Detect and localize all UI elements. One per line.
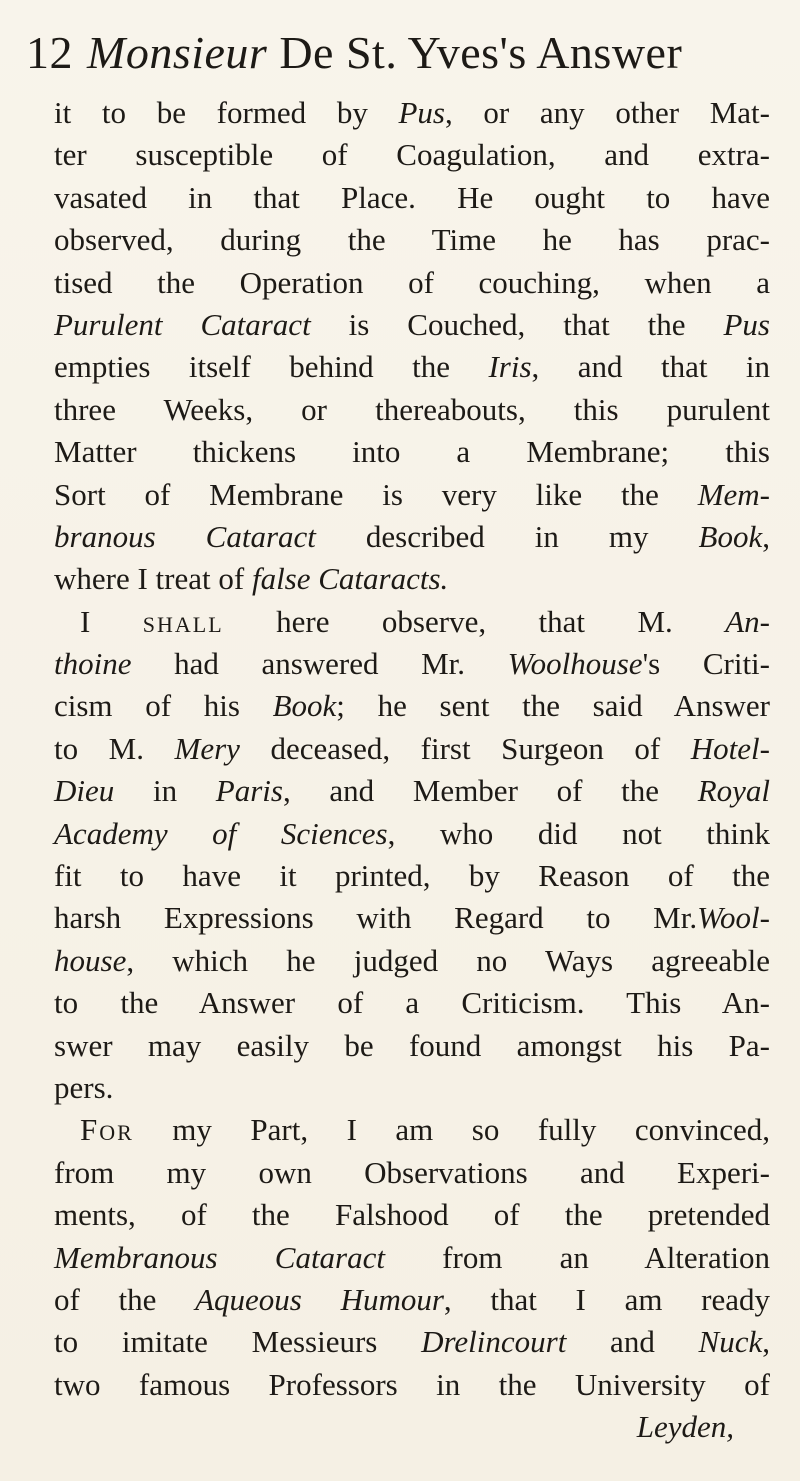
text-segment: Matter thickens into a Membrane; this [54,434,770,470]
text-segment: to M. [54,730,175,766]
italic-segment: house [54,942,127,978]
text-line [54,1067,770,1109]
text-line [54,728,770,770]
text-segment: in [114,773,216,809]
page-number: 12 [26,27,73,78]
text-line [54,940,770,982]
text-segment: had answered Mr. [131,646,508,682]
text-line [54,770,770,812]
text-segment: For [80,1112,134,1148]
text-line [54,1152,770,1194]
text-segment: I [80,603,143,639]
text-line [54,262,770,304]
italic-segment: false Cataracts. [251,561,449,597]
text-segment: , that I am ready [443,1281,770,1317]
text-segment: to the Answer of a Criticism. This An- [54,985,770,1021]
italic-segment: Purulent Cataract [54,306,311,342]
text-segment: to imitate Messieurs [54,1324,422,1360]
text-segment: two famous Professors in the University of [54,1366,770,1402]
text-segment: from an Alteration [385,1239,770,1275]
catchword [54,1406,770,1448]
text-line [54,346,770,388]
text-segment: tised the Operation of couching, when a [54,264,770,300]
text-segment: , [762,518,770,554]
text-line [54,92,770,134]
text-line [54,219,770,261]
text-line [54,1321,770,1363]
text-segment: 's Criti- [642,646,770,682]
text-line [54,1025,770,1067]
italic-segment: Book [698,518,763,554]
text-segment: ; he sent the said Answer [336,688,770,724]
text-segment: , which he judged no Ways agreeable [126,942,770,978]
italic-segment: Academy of Sciences [54,815,388,851]
text-segment: is Couched, that the [310,306,724,342]
italic-segment: branous Cataract [54,518,316,554]
running-head [26,27,766,78]
text-segment: fit to have it printed, by Reason of the [54,858,770,894]
text-line [54,558,770,600]
text-line [54,855,770,897]
text-line [54,474,770,516]
text-line [54,1194,770,1236]
text-segment: , [762,1324,770,1360]
italic-segment: Drelincourt [421,1324,567,1360]
italic-segment: Royal [697,773,770,809]
catchword-text: Leyden, [636,1409,734,1445]
italic-segment: Mem- [697,476,770,512]
text-segment: described in my [315,518,699,554]
italic-segment: An- [725,603,770,639]
text-line [54,1109,770,1151]
text-line [54,1279,770,1321]
text-line [54,389,770,431]
text-segment: my Part, I am so fully convinced, [133,1112,770,1148]
italic-segment: thoine [54,646,132,682]
text-segment: where I treat of [54,561,252,597]
text-line [54,685,770,727]
italic-segment: Mery [174,730,240,766]
text-segment: it to be formed by [54,95,399,130]
text-segment: , and Member of the [282,773,698,809]
text-line [54,134,770,176]
text-segment: , who did not think [387,815,770,851]
italic-segment: Pus [723,306,770,342]
italic-segment: Nuck [698,1324,763,1360]
italic-segment: Membranous Cataract [54,1239,385,1275]
text-segment: cism of his [54,688,273,724]
text-line [54,516,770,558]
text-line [54,177,770,219]
italic-segment: Hotel- [690,730,770,766]
text-segment: from my own Observations and Experi- [54,1154,770,1190]
italic-segment: Wool- [697,900,770,936]
text-segment: harsh Expressions with Regard to Mr. [54,900,698,936]
text-segment: observed, during the Time he has prac- [54,222,770,258]
text-line [54,304,770,346]
text-segment: , and that in [531,349,771,385]
text-line [54,813,770,855]
text-segment: and [566,1324,699,1360]
text-segment: pers. [54,1069,114,1105]
running-head-title: De St. Yves's Answer [279,27,683,78]
text-segment: vasated in that Place. He ought to have [54,179,770,215]
text-segment: , or any other Mat- [445,95,770,130]
text-line [54,897,770,939]
text-segment: ter susceptible of Coagulation, and extra- [54,137,770,173]
text-segment: ments, of the Falshood of the pretended [54,1197,770,1233]
text-segment: of the [54,1281,196,1317]
text-line [54,1237,770,1279]
text-line [54,1364,770,1406]
italic-segment: Woolhouse [507,646,643,682]
text-segment: shall [142,603,224,639]
body-text [54,92,770,1449]
italic-segment: Paris [215,773,283,809]
running-head-italic: Monsieur [87,27,268,78]
text-segment: deceased, first Surgeon of [239,730,691,766]
text-line [54,601,770,643]
text-line [54,643,770,685]
text-segment: empties itself behind the [54,349,489,385]
text-segment: here observe, that M. [223,603,726,639]
italic-segment: Book [272,688,337,724]
italic-segment: Aqueous Humour [195,1281,444,1317]
text-line [54,431,770,473]
text-line [54,982,770,1024]
italic-segment: Dieu [54,773,115,809]
italic-segment: Pus [398,95,445,130]
text-segment: Sort of Membrane is very like the [54,476,698,512]
text-segment: swer may easily be found amongst his Pa- [54,1027,770,1063]
text-segment: three Weeks, or thereabouts, this purulent [54,391,770,427]
italic-segment: Iris [488,349,532,385]
